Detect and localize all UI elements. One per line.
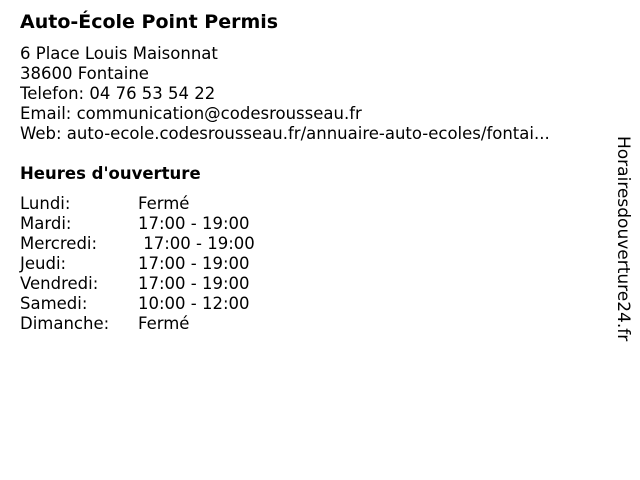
day-hours: 17:00 - 19:00 [138, 274, 250, 293]
day-label: Samedi: [20, 294, 88, 313]
hours-row-jeudi [20, 254, 255, 274]
day-label: Mardi: [20, 214, 72, 233]
day-label: Jeudi: [20, 254, 67, 273]
day-hours: 17:00 - 19:00 [138, 234, 255, 253]
hours-row-mercredi [20, 234, 255, 254]
contact-info [20, 44, 590, 144]
day-label: Dimanche: [20, 314, 110, 333]
city-postal: 38600 Fontaine [20, 64, 149, 83]
day-hours: Fermé [138, 314, 190, 333]
street-address: 6 Place Louis Maisonnat [20, 44, 218, 63]
day-label: Mercredi: [20, 234, 98, 253]
website-url: Web: auto-ecole.codesrousseau.fr/annuaire-auto-ecoles/fontai... [20, 124, 550, 143]
day-label: Lundi: [20, 194, 71, 213]
brand-watermark: Horairesdouverture24.fr [613, 136, 633, 342]
day-hours: 10:00 - 12:00 [138, 294, 250, 313]
day-hours: 17:00 - 19:00 [138, 214, 250, 233]
hours-row-mardi [20, 214, 255, 234]
hours-table [20, 194, 255, 334]
email-address: Email: communication@codesrousseau.fr [20, 104, 362, 123]
hours-row-samedi [20, 294, 255, 314]
hours-row-vendredi [20, 274, 255, 294]
hours-row-dimanche [20, 314, 255, 334]
phone-number: Telefon: 04 76 53 54 22 [20, 84, 216, 103]
business-name: Auto-École Point Permis [20, 11, 279, 33]
hours-row-lundi [20, 194, 255, 214]
day-hours: 17:00 - 19:00 [138, 254, 250, 273]
day-label: Vendredi: [20, 274, 99, 293]
day-hours: Fermé [138, 194, 190, 213]
hours-heading: Heures d'ouverture [20, 164, 201, 183]
